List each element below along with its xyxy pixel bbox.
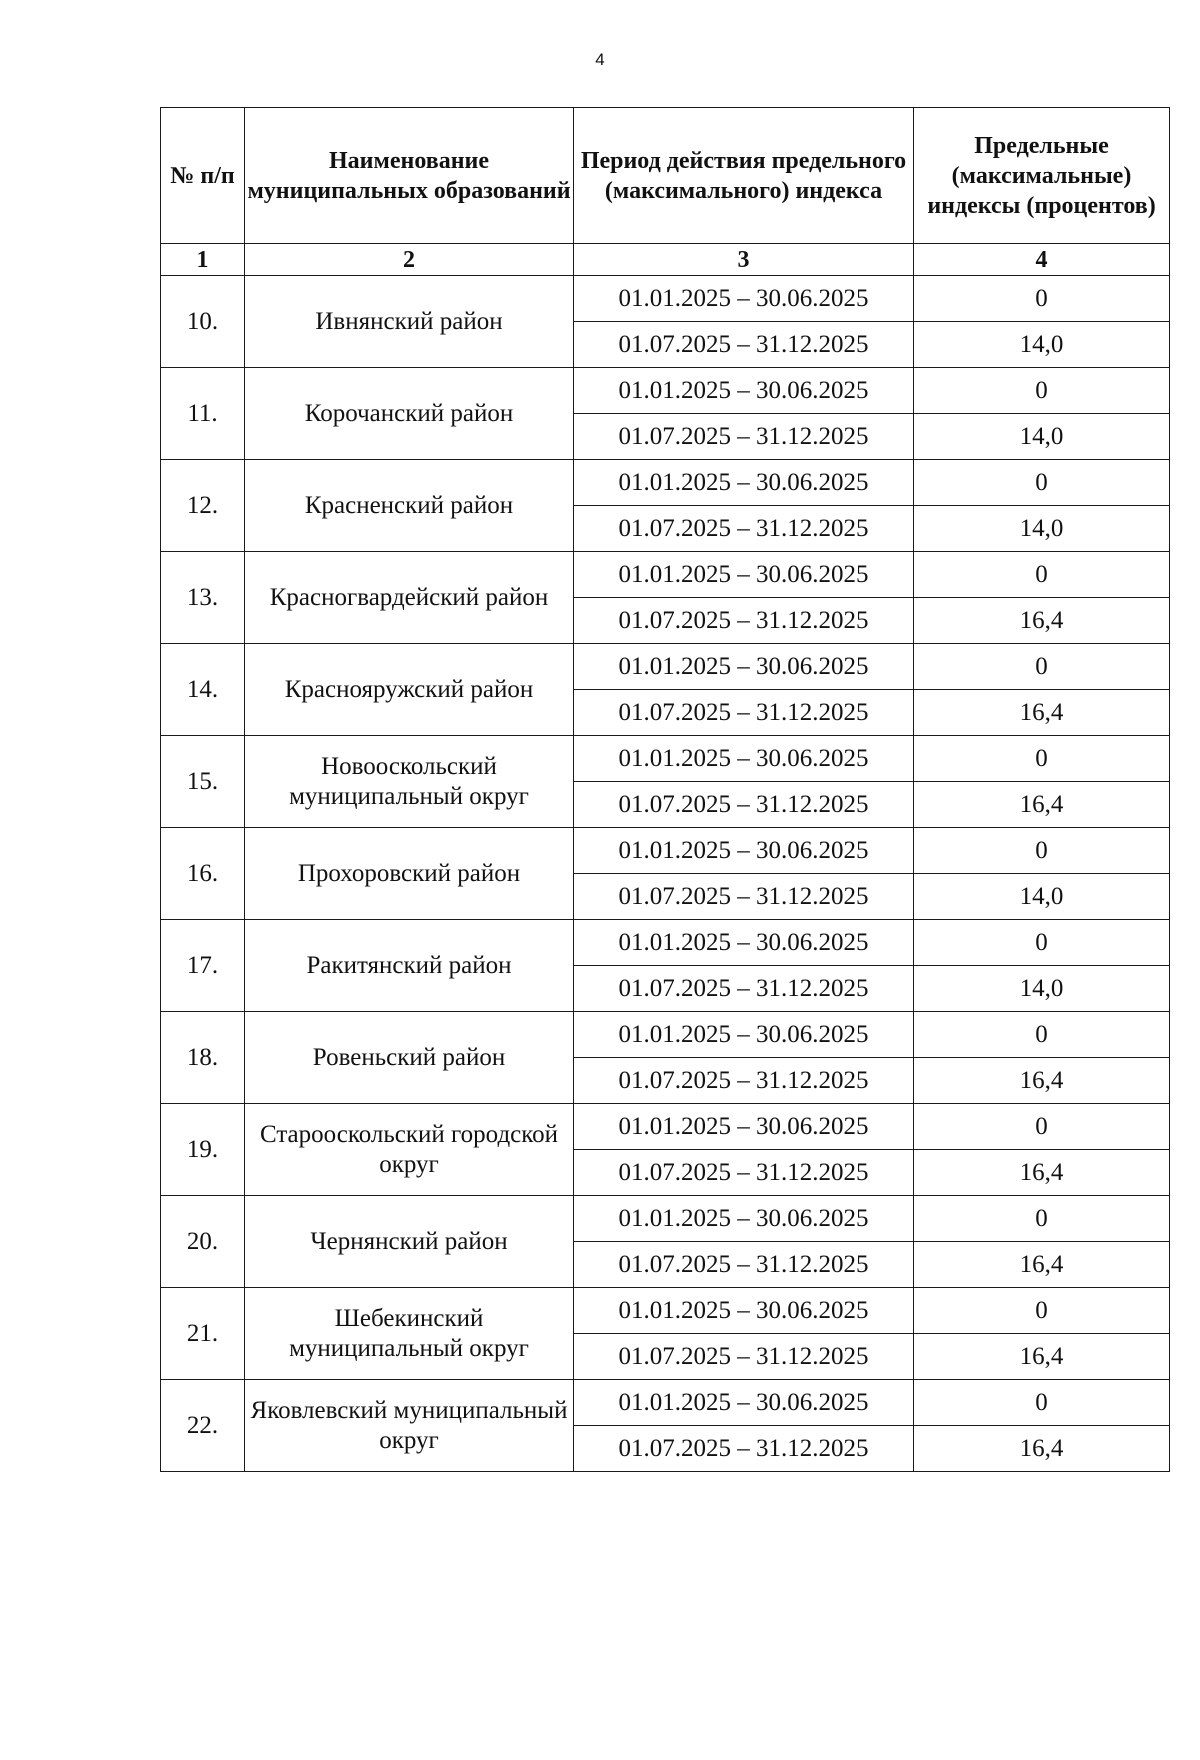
column-number: 4 (914, 244, 1170, 276)
index-cell: 0 (914, 828, 1170, 874)
table-body (161, 276, 1170, 1472)
header-row (161, 108, 1170, 244)
table-row (161, 1104, 1170, 1150)
row-number: 18. (161, 1012, 245, 1104)
row-number: 16. (161, 828, 245, 920)
header-num: № п/п (161, 108, 245, 244)
table-row (161, 1196, 1170, 1242)
column-number-row (161, 244, 1170, 276)
index-cell: 0 (914, 1380, 1170, 1426)
period-cell: 01.01.2025 – 30.06.2025 (574, 1380, 914, 1426)
row-number: 21. (161, 1288, 245, 1380)
header-index: Предельные (максимальные) индексы (процентов) (914, 108, 1170, 244)
index-cell: 14,0 (914, 506, 1170, 552)
index-cell: 0 (914, 1012, 1170, 1058)
table-row (161, 920, 1170, 966)
index-cell: 0 (914, 736, 1170, 782)
index-cell: 0 (914, 1104, 1170, 1150)
index-cell: 0 (914, 1288, 1170, 1334)
period-cell: 01.01.2025 – 30.06.2025 (574, 1012, 914, 1058)
page-number: 4 (595, 50, 605, 69)
period-cell: 01.01.2025 – 30.06.2025 (574, 460, 914, 506)
table-row (161, 368, 1170, 414)
row-number: 17. (161, 920, 245, 1012)
municipality-name: Корочанский район (245, 368, 574, 460)
period-cell: 01.01.2025 – 30.06.2025 (574, 828, 914, 874)
index-cell: 16,4 (914, 782, 1170, 828)
period-cell: 01.01.2025 – 30.06.2025 (574, 644, 914, 690)
index-cell: 0 (914, 920, 1170, 966)
index-cell: 14,0 (914, 966, 1170, 1012)
period-cell: 01.01.2025 – 30.06.2025 (574, 368, 914, 414)
table-row (161, 552, 1170, 598)
period-cell: 01.07.2025 – 31.12.2025 (574, 874, 914, 920)
index-cell: 0 (914, 368, 1170, 414)
period-cell: 01.01.2025 – 30.06.2025 (574, 736, 914, 782)
row-number: 20. (161, 1196, 245, 1288)
municipality-name: Ракитянский район (245, 920, 574, 1012)
table-row (161, 460, 1170, 506)
row-number: 14. (161, 644, 245, 736)
column-number: 3 (574, 244, 914, 276)
row-number: 19. (161, 1104, 245, 1196)
index-cell: 0 (914, 644, 1170, 690)
index-cell: 16,4 (914, 1426, 1170, 1472)
index-cell: 16,4 (914, 1334, 1170, 1380)
row-number: 22. (161, 1380, 245, 1472)
row-number: 13. (161, 552, 245, 644)
index-cell: 14,0 (914, 322, 1170, 368)
period-cell: 01.07.2025 – 31.12.2025 (574, 598, 914, 644)
period-cell: 01.07.2025 – 31.12.2025 (574, 414, 914, 460)
period-cell: 01.07.2025 – 31.12.2025 (574, 322, 914, 368)
period-cell: 01.07.2025 – 31.12.2025 (574, 1334, 914, 1380)
index-cell: 16,4 (914, 1058, 1170, 1104)
period-cell: 01.01.2025 – 30.06.2025 (574, 552, 914, 598)
table-row (161, 736, 1170, 782)
index-cell: 14,0 (914, 414, 1170, 460)
header-period: Период действия предельного (максимального) индекса (574, 108, 914, 244)
table-row (161, 1380, 1170, 1426)
municipality-name: Прохоровский район (245, 828, 574, 920)
table-row (161, 1012, 1170, 1058)
period-cell: 01.01.2025 – 30.06.2025 (574, 1104, 914, 1150)
period-cell: 01.07.2025 – 31.12.2025 (574, 966, 914, 1012)
table-row (161, 276, 1170, 322)
table-row (161, 644, 1170, 690)
period-cell: 01.07.2025 – 31.12.2025 (574, 1150, 914, 1196)
period-cell: 01.07.2025 – 31.12.2025 (574, 782, 914, 828)
index-cell: 0 (914, 1196, 1170, 1242)
period-cell: 01.07.2025 – 31.12.2025 (574, 1058, 914, 1104)
header-name: Наименование муниципальных образований (245, 108, 574, 244)
column-number: 2 (245, 244, 574, 276)
municipality-name: Чернянский район (245, 1196, 574, 1288)
municipality-name: Шебекинский муниципальный округ (245, 1288, 574, 1380)
municipality-name: Старооскольский городской округ (245, 1104, 574, 1196)
table-row (161, 828, 1170, 874)
tariff-index-table (160, 107, 1170, 1472)
index-cell: 16,4 (914, 1150, 1170, 1196)
index-cell: 16,4 (914, 1242, 1170, 1288)
index-cell: 0 (914, 460, 1170, 506)
period-cell: 01.01.2025 – 30.06.2025 (574, 276, 914, 322)
period-cell: 01.07.2025 – 31.12.2025 (574, 1242, 914, 1288)
municipality-name: Яковлевский муниципальный округ (245, 1380, 574, 1472)
period-cell: 01.01.2025 – 30.06.2025 (574, 1196, 914, 1242)
municipality-name: Красногвардейский район (245, 552, 574, 644)
column-number: 1 (161, 244, 245, 276)
period-cell: 01.07.2025 – 31.12.2025 (574, 690, 914, 736)
municipality-name: Ивнянский район (245, 276, 574, 368)
period-cell: 01.07.2025 – 31.12.2025 (574, 1426, 914, 1472)
period-cell: 01.01.2025 – 30.06.2025 (574, 920, 914, 966)
index-cell: 0 (914, 276, 1170, 322)
row-number: 15. (161, 736, 245, 828)
period-cell: 01.01.2025 – 30.06.2025 (574, 1288, 914, 1334)
table-row (161, 1288, 1170, 1334)
row-number: 10. (161, 276, 245, 368)
index-cell: 0 (914, 552, 1170, 598)
municipality-name: Красненский район (245, 460, 574, 552)
index-cell: 14,0 (914, 874, 1170, 920)
municipality-name: Новооскольский муниципальный округ (245, 736, 574, 828)
row-number: 11. (161, 368, 245, 460)
row-number: 12. (161, 460, 245, 552)
index-cell: 16,4 (914, 598, 1170, 644)
municipality-name: Ровеньский район (245, 1012, 574, 1104)
period-cell: 01.07.2025 – 31.12.2025 (574, 506, 914, 552)
index-cell: 16,4 (914, 690, 1170, 736)
municipality-name: Краснояружский район (245, 644, 574, 736)
